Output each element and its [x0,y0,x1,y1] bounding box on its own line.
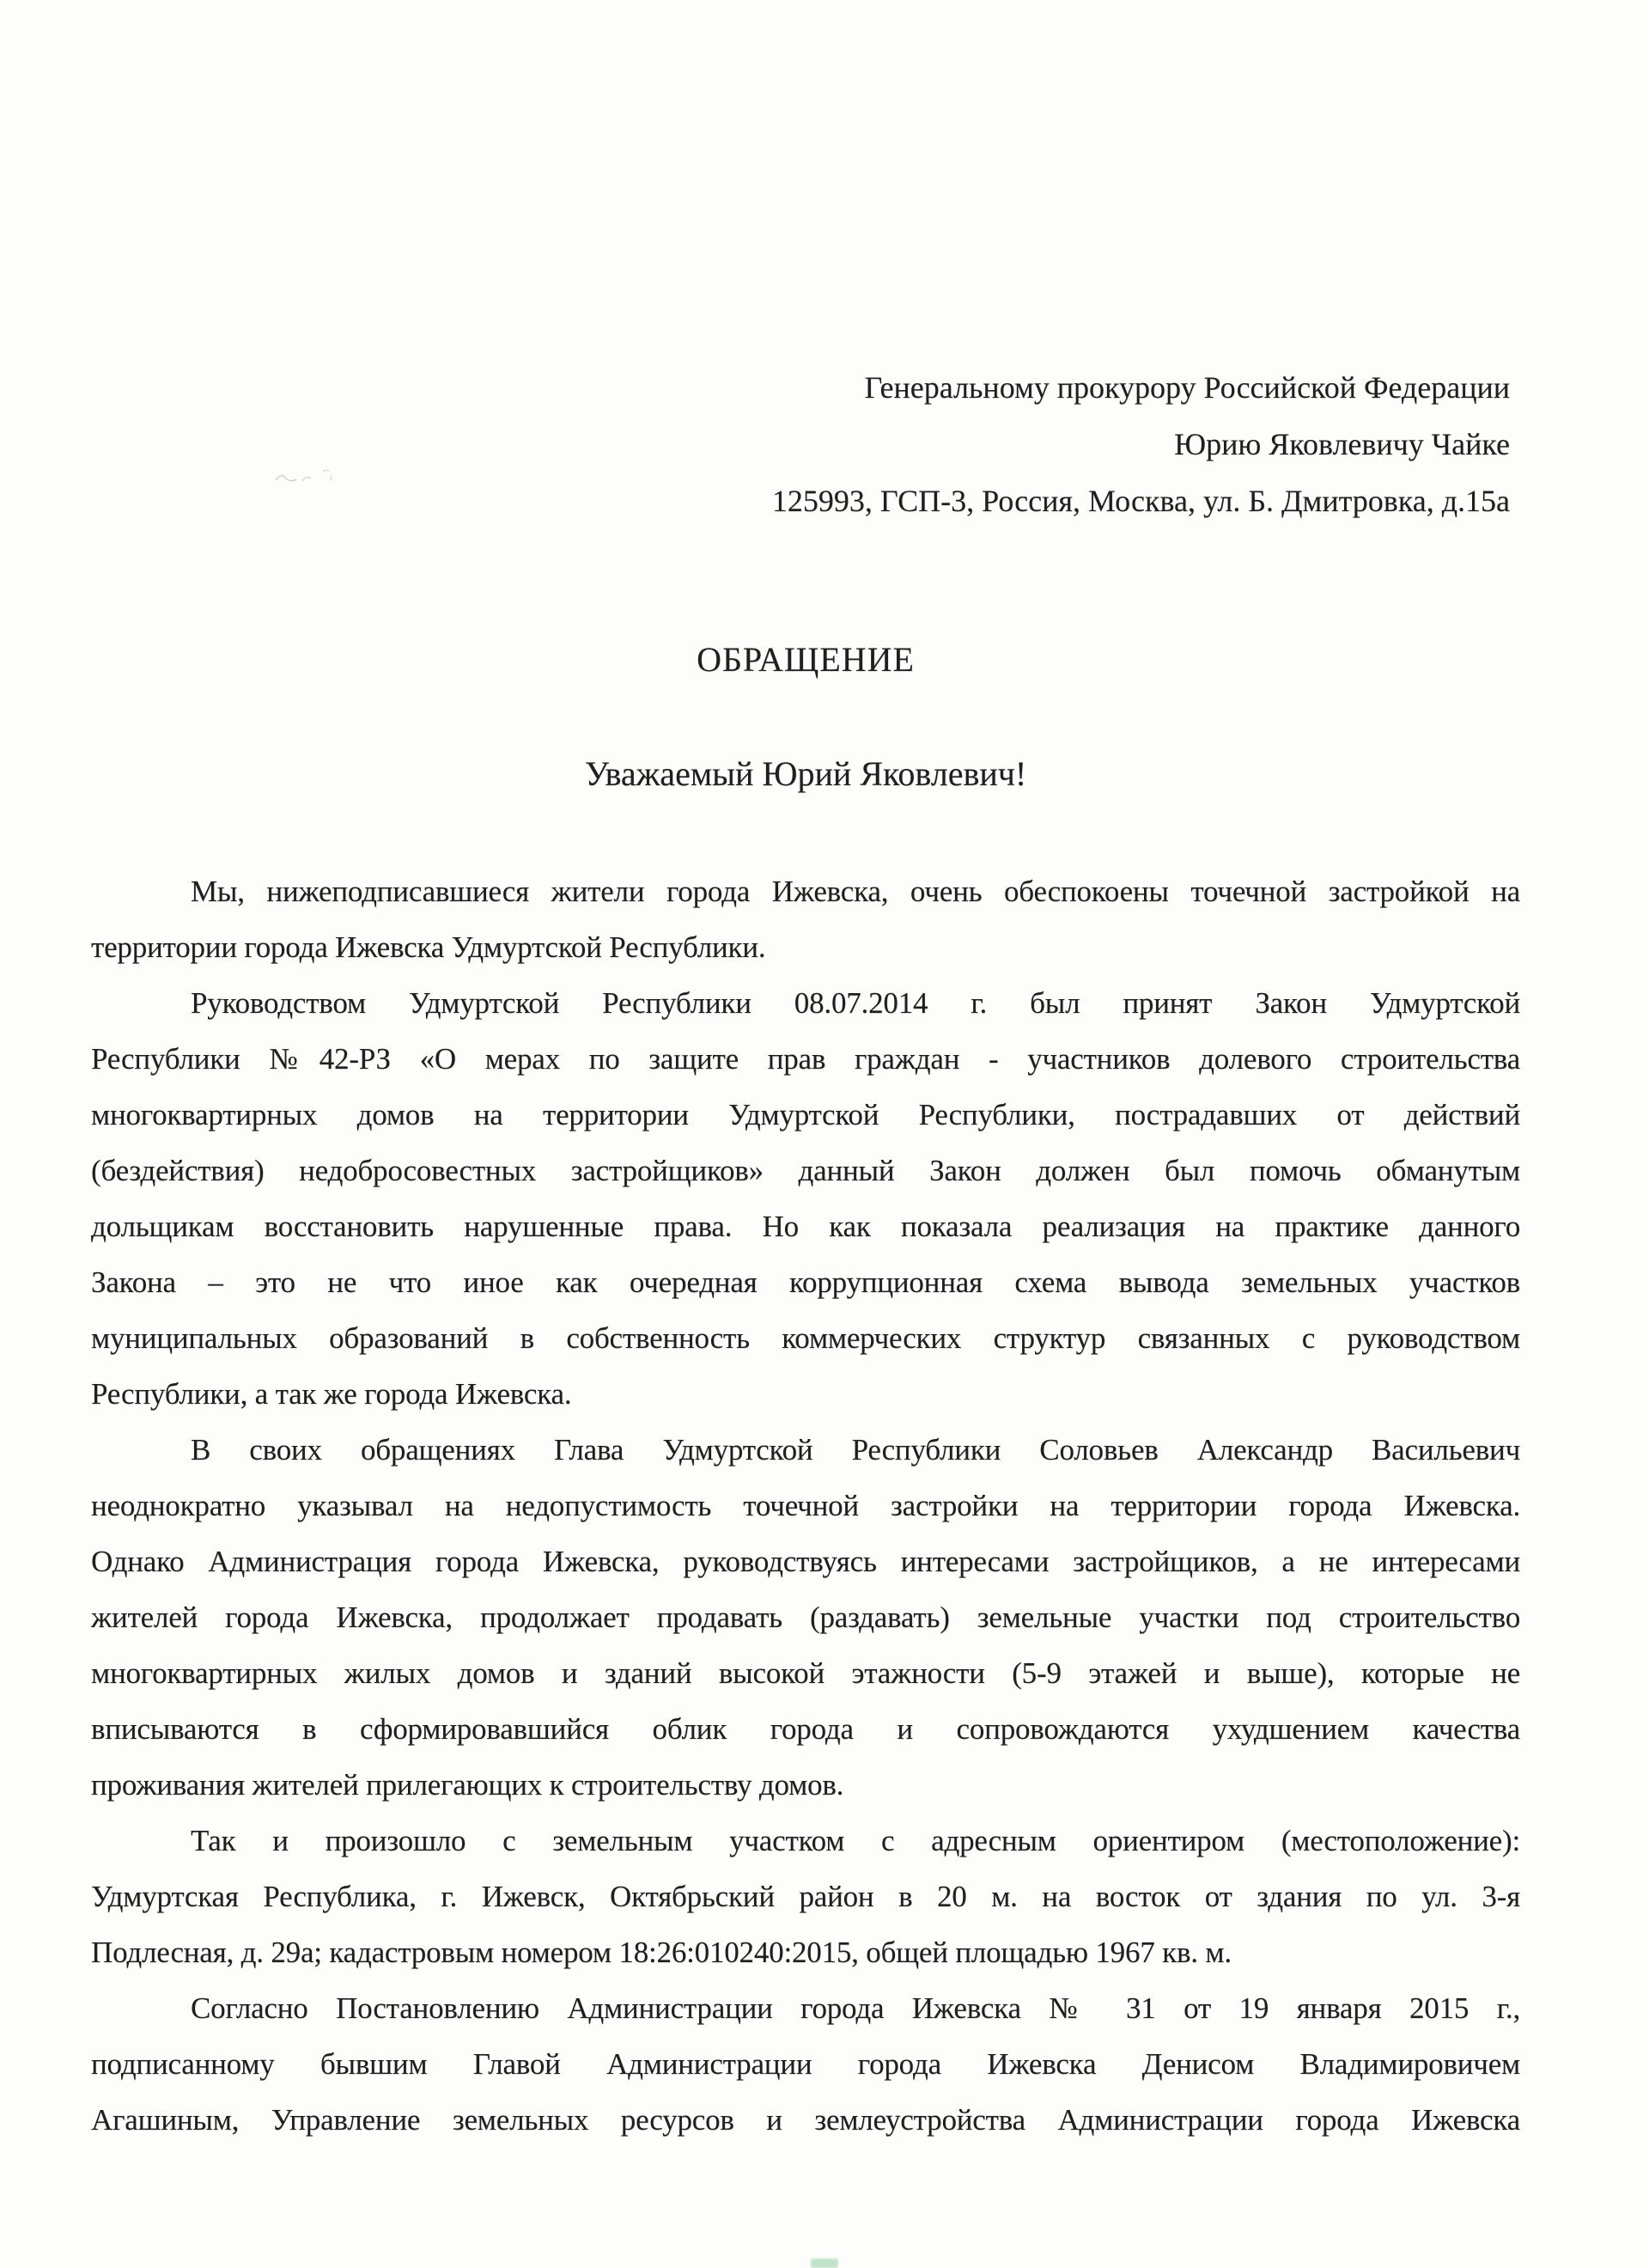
body-line: Подлесная, д. 29а; кадастровым номером 18:26:010240:2015, общей площадью 1967 кв. м. [91,1936,1232,1969]
body-line: Республики №42-РЗ «О мерах по защите прав граждан - участников долевого строительства [91,1042,1520,1076]
document-body [91,863,1520,2148]
paragraph [91,1813,1520,1980]
body-line: многоквартирных жилых домов и зданий высокой этажности (5-9 этажей и выше), которые не [91,1656,1520,1690]
body-line: подписанному бывшим Главой Администрации города Ижевска Денисом Владимировичем [91,2047,1520,2081]
body-line: Агашиным, Управление земельных ресурсов и землеустройства Администрации города Ижевска [91,2103,1520,2137]
recipient-line: Юрию Яковлевичу Чайке [1174,427,1510,461]
recipient-block [91,359,1510,529]
body-line: В своих обращениях Глава Удмуртской Республики Соловьев Александр Васильевич [191,1433,1520,1466]
document-title: ОБРАЩЕНИЕ [697,640,915,679]
paragraph [91,975,1520,1422]
paragraph [91,1980,1520,2148]
body-line: Удмуртская Республика, г. Ижевск, Октябрьский район в 20 м. на восток от здания по ул. 3-я [91,1880,1520,1913]
body-line: Закона – это не что иное как очередная коррупционная схема вывода земельных участков [91,1265,1520,1299]
paragraph [91,863,1520,975]
body-line: вписываются в сформировавшийся облик города и сопровождаются ухудшением качества [91,1712,1520,1746]
body-line: дольщикам восстановить нарушенные права. Но как показала реализация на практике данного [91,1210,1520,1243]
body-line: Республики, а так же города Ижевска. [91,1377,572,1411]
body-line: Руководством Удмуртской Республики 08.07.2014 г. был принят Закон Удмуртской [191,986,1520,1020]
body-line: Так и произошло с земельным участком с адресным ориентиром (местоположение): [191,1824,1520,1857]
body-line: муниципальных образований в собственность коммерческих структур связанных с руководством [91,1321,1520,1355]
body-line: Согласно Постановлению Администрации города Ижевска № 31 от 19 января 2015 г., [191,1991,1520,2025]
salutation: Уважаемый Юрий Яковлевич! [584,754,1027,793]
recipient-line: Генеральному прокурору Российской Федерации [864,370,1510,405]
body-line: (бездействия) недобросовестных застройщиков» данный Закон должен был помочь обманутым [91,1154,1520,1187]
body-line: Однако Администрация города Ижевска, руководствуясь интересами застройщиков, а не интересами [91,1545,1520,1578]
recipient-line: 125993, ГСП-3, Россия, Москва, ул. Б. Дмитровка, д.15а [771,484,1510,518]
body-line: многоквартирных домов на территории Удмуртской Республики, пострадавших от действий [91,1098,1520,1131]
body-line: жителей города Ижевска, продолжает продавать (раздавать) земельные участки под строительство [91,1600,1520,1634]
body-line: Мы, нижеподписавшиеся жители города Ижевска, очень обеспокоены точечной застройкой на [191,875,1520,908]
green-smudge-artifact [811,2259,838,2268]
body-line: неоднократно указывал на недопустимость точечной застройки на территории города Ижевска. [91,1489,1520,1522]
body-line: территории города Ижевска Удмуртской Республики. [91,930,766,964]
body-line: проживания жителей прилегающих к строительству домов. [91,1768,844,1802]
paragraph [91,1422,1520,1813]
